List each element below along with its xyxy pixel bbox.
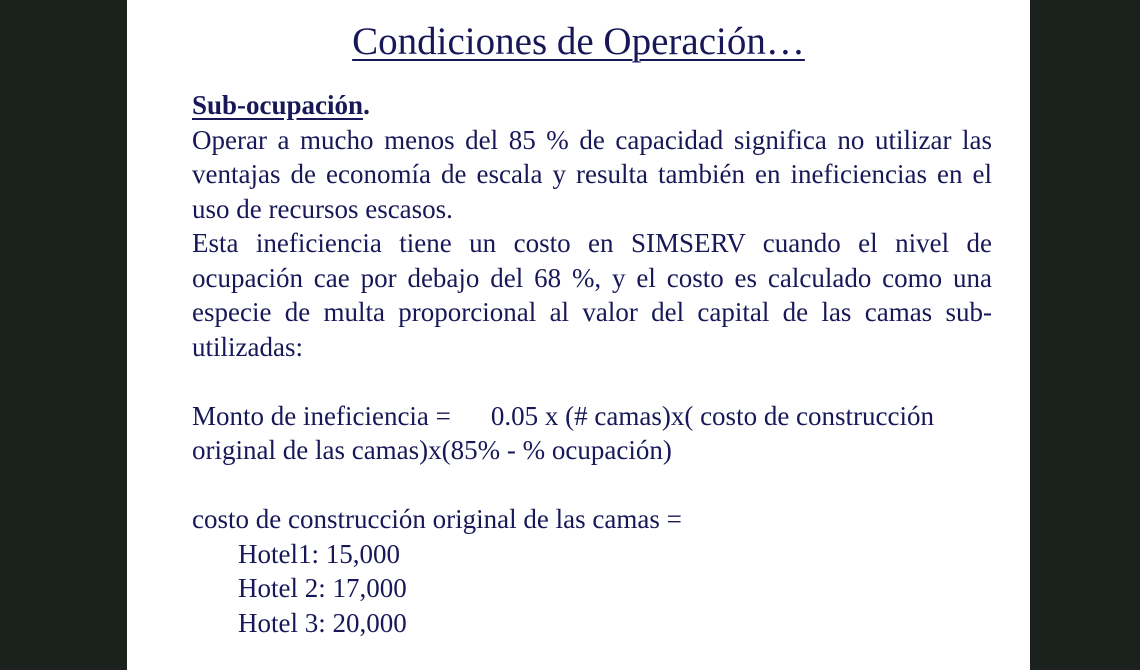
spacer [192,468,992,503]
slide [127,0,1030,670]
hotel-cost-item: Hotel1: 15,000 [238,538,400,569]
formula-line-1 [192,399,992,434]
section-heading-text: Sub-ocupación [192,90,364,120]
paragraph-capacity: Operar a mucho menos del 85 % de capacidad significa no utilizar las ventajas de economía de escala y resulta también en ineficiencias en el uso de recursos escasos. [192,124,992,224]
slide-body [192,88,992,640]
formula-label: Monto de ineficiencia = [192,400,451,431]
cost-label: costo de construcción original de las camas = [192,504,682,534]
formula-expression-part1: 0.05 x (# camas)x( costo de construcción [490,400,935,431]
slide-title: Condiciones de Operación… [352,20,805,63]
section-heading-punct: . [363,90,370,120]
hotel-cost-list [192,537,992,641]
hotel-cost-item: Hotel 2: 17,000 [238,573,407,603]
spacer [192,364,992,399]
paragraph-cost: Esta ineficiencia tiene un costo en SIMSERV cuando el nivel de ocupación cae por debajo del 68 %, y el costo es calculado como una especie de multa proporcional al valor del capital de las camas sub-utilizadas: [192,228,992,362]
formula-line-2: original de las camas)x(85% - % ocupación) [192,435,672,465]
hotel-cost-item: Hotel 3: 20,000 [238,607,407,638]
section-heading [192,88,992,123]
